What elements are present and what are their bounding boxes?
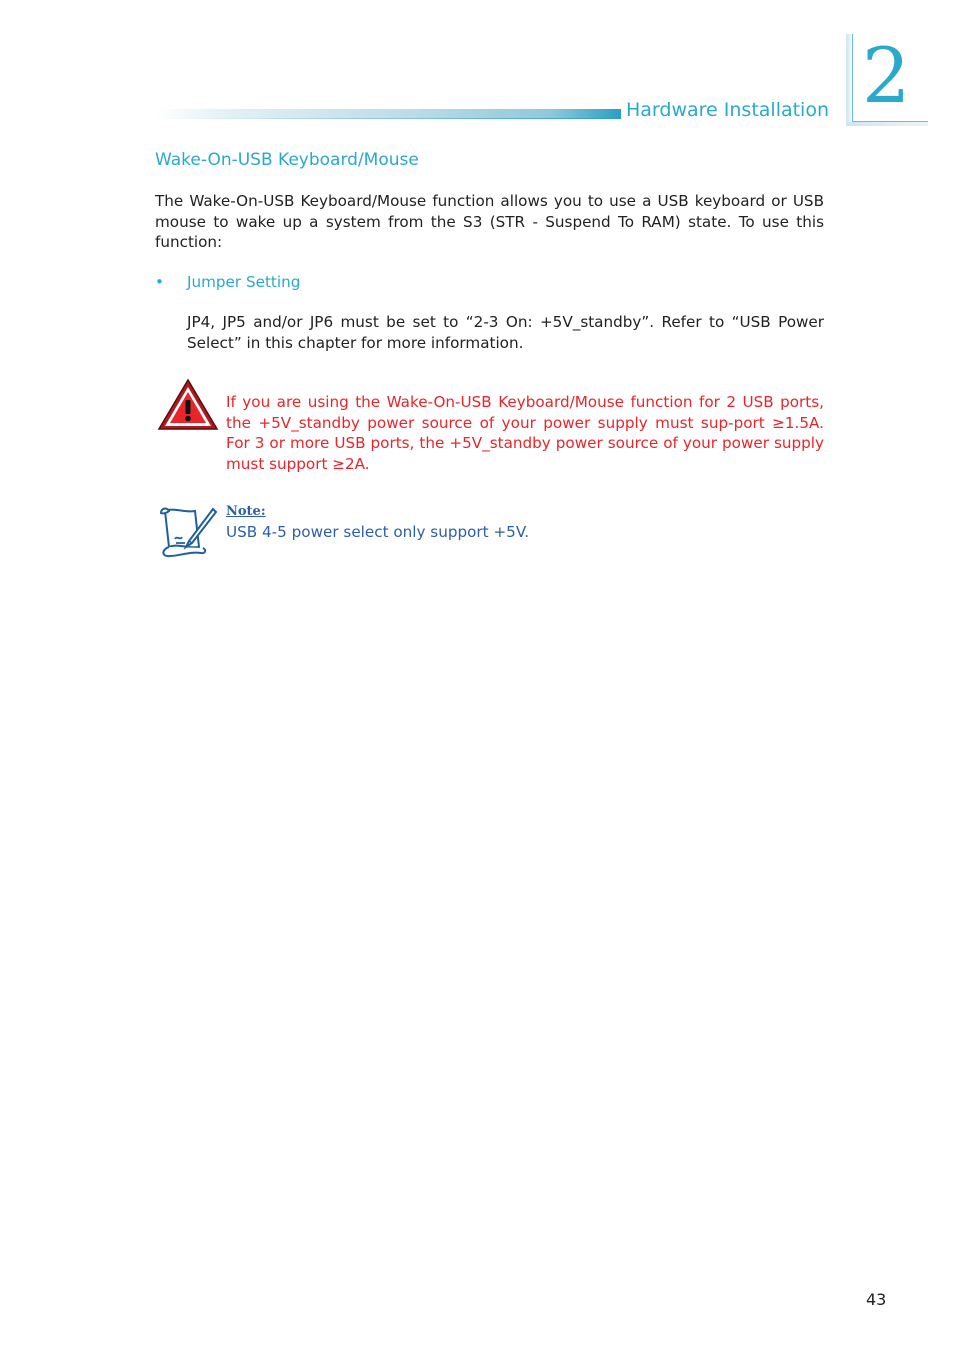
chapter-title: Hardware Installation [626, 99, 830, 121]
intro-paragraph: The Wake-On-USB Keyboard/Mouse function allows you to use a USB keyboard or USB mouse to wake up a system from the S3 (STR - Suspend To RAM) state. To use this function: [155, 192, 824, 251]
chapter-box-left-line [852, 34, 853, 124]
chapter-box-bottom-border [846, 122, 928, 126]
bullet-jumper-setting [155, 272, 300, 292]
note-label: Note: [226, 504, 266, 519]
chapter-box-left-border [846, 34, 851, 126]
warning-text: If you are using the Wake-On-USB Keyboard/Mouse function for 2 USB ports, the +5V_standby power source of your power supply must sup-port ≥1.5A. For 3 or more USB ports, the +5V_standby power source of your power supply must support ≥2A. [226, 393, 824, 473]
note-scroll-icon [155, 503, 219, 559]
header-underline [155, 118, 621, 119]
section-title: Wake-On-USB Keyboard/Mouse [155, 150, 419, 170]
bullet-label: Jumper Setting [187, 273, 301, 291]
page-number: 43 [866, 1290, 887, 1309]
warning-triangle-icon [157, 378, 219, 432]
bullet-dot: • [155, 273, 164, 291]
chapter-number: 2 [862, 31, 911, 120]
note-text: USB 4-5 power select only support +5V. [226, 523, 530, 541]
jumper-paragraph: JP4, JP5 and/or JP6 must be set to “2-3 On: +5V_standby”. Refer to “USB Power Select” in this chapter for more information. [187, 313, 824, 352]
